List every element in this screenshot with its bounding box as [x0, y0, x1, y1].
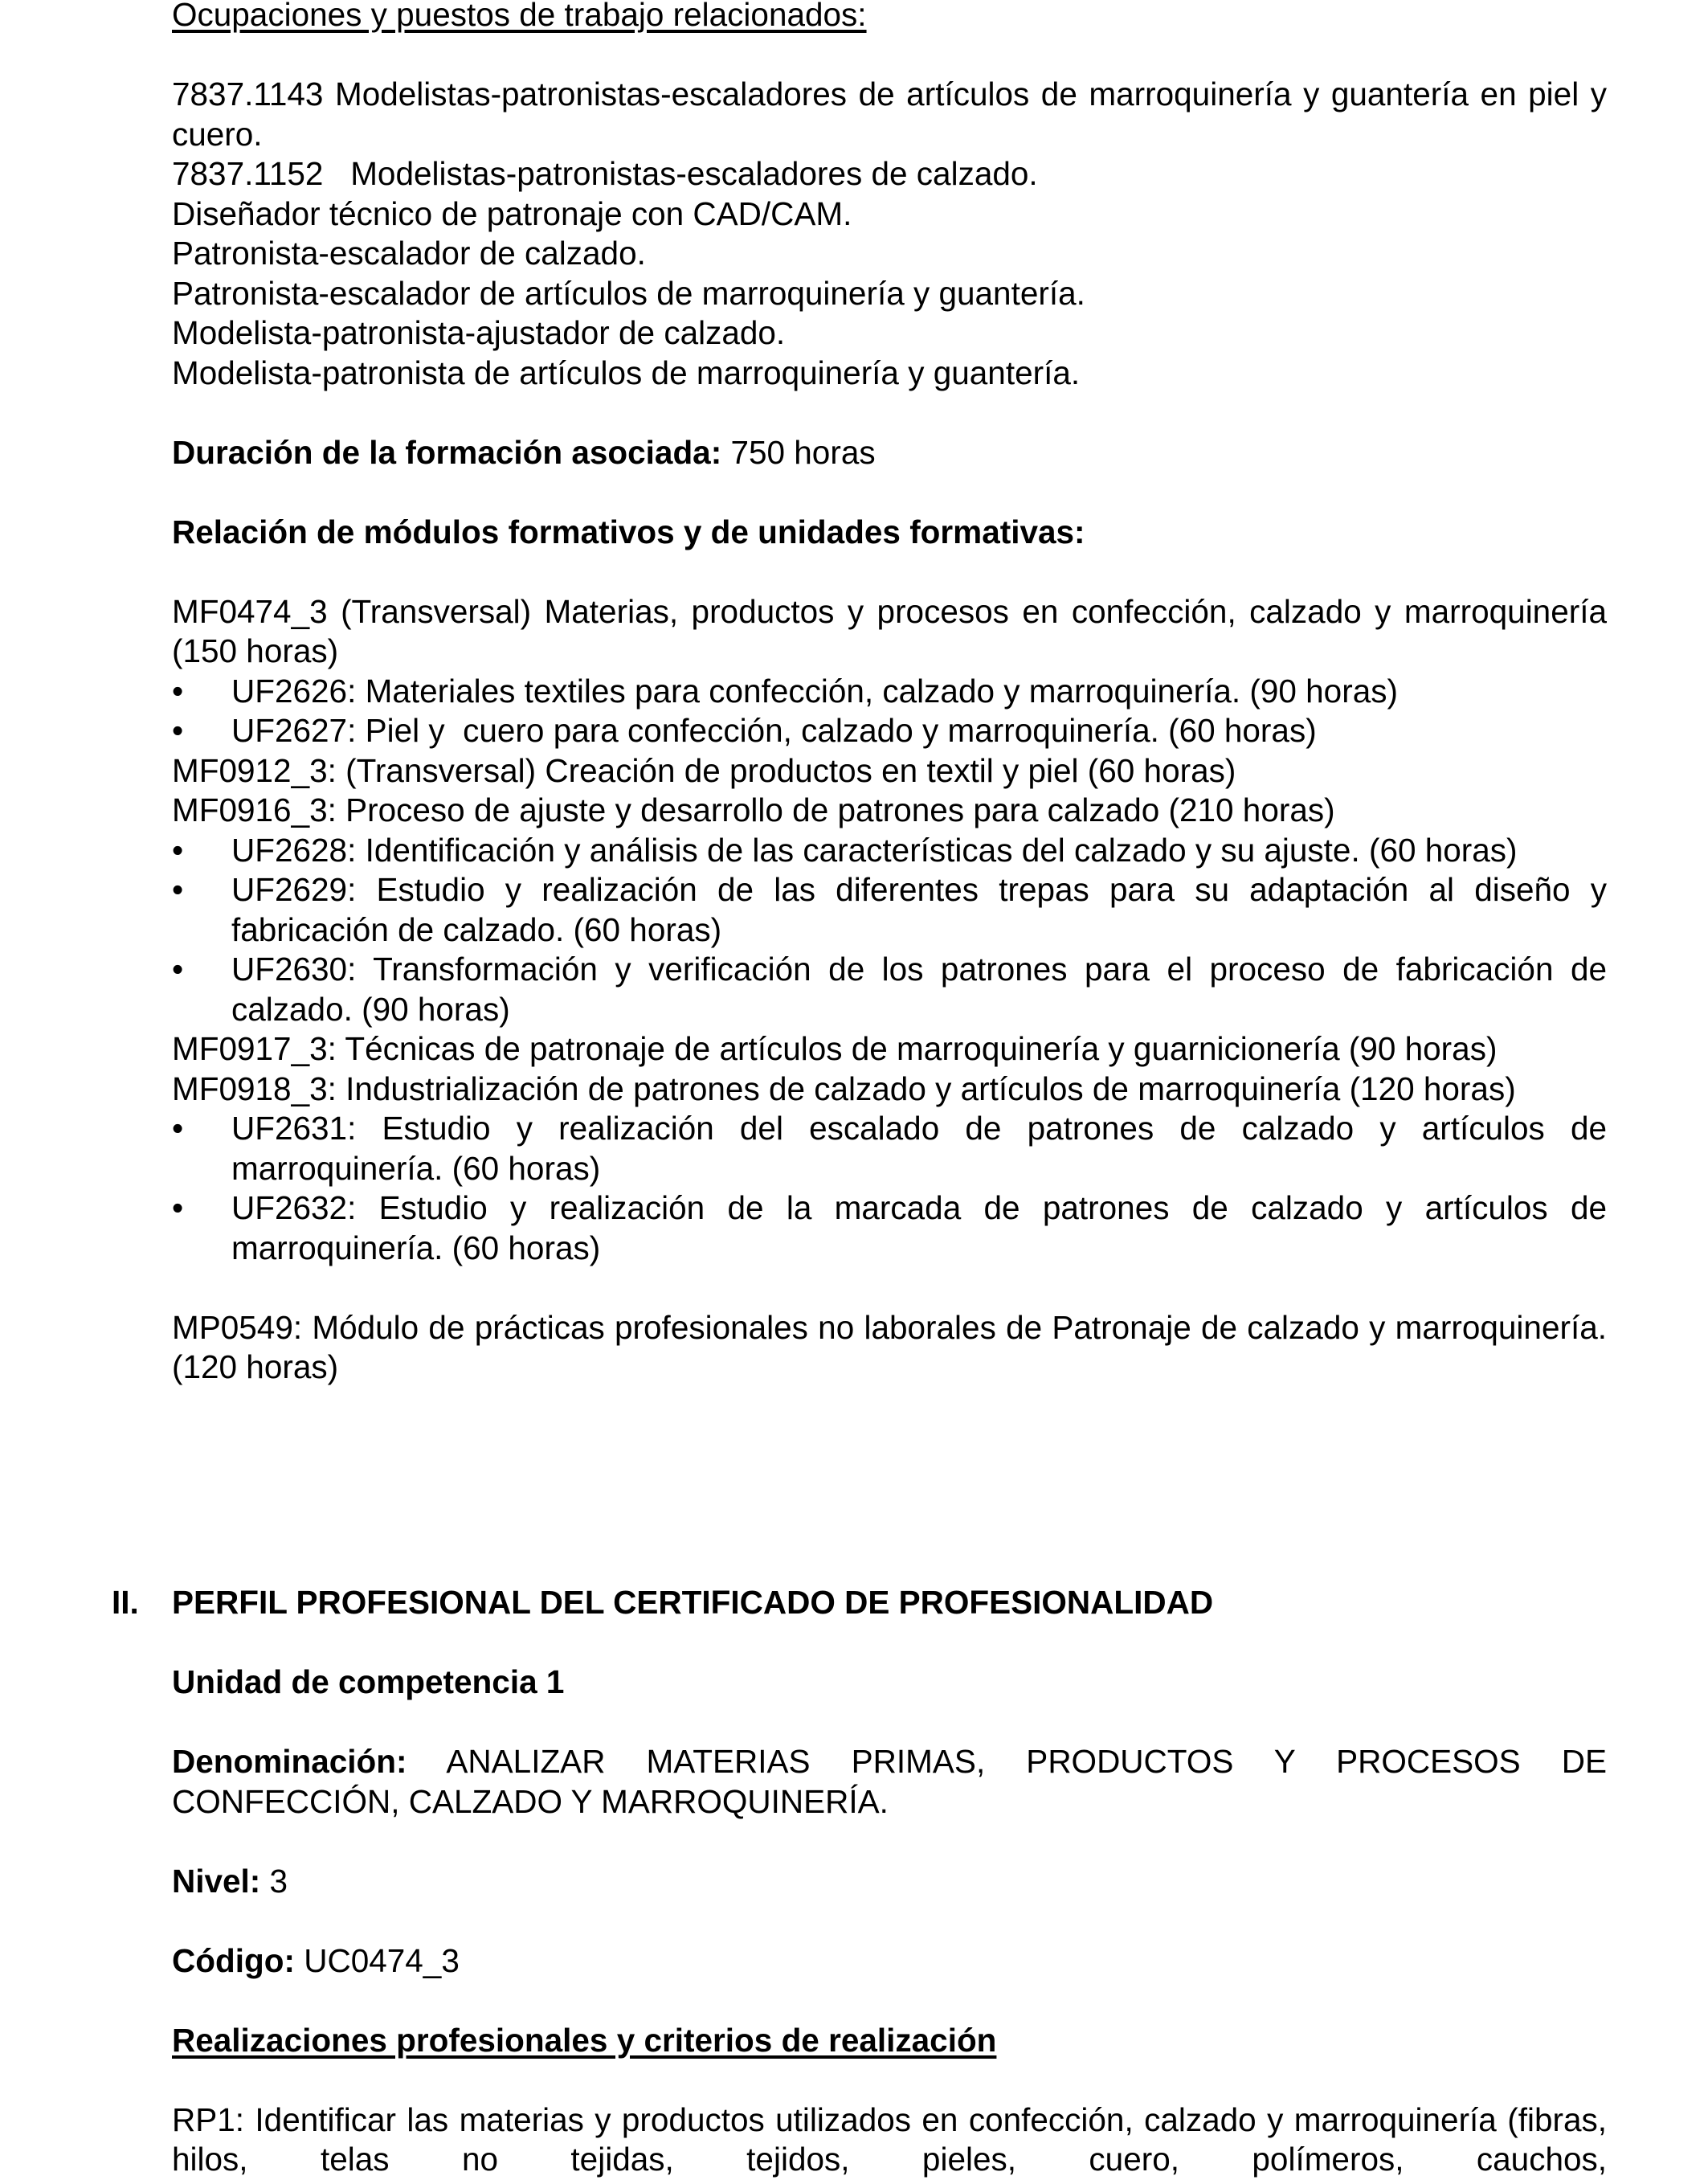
unidad-formativa-item	[172, 711, 1607, 751]
ocupacion-item: Patronista-escalador de calzado.	[172, 235, 646, 272]
uf2631-text: UF2631: Estudio y realización del escalado de patrones de calzado y artículos de marroquinería. (60 horas)	[231, 1110, 1607, 1187]
unidad-formativa-item	[172, 950, 1607, 1029]
ocupacion-item: Modelista-patronista-ajustador de calzado.	[172, 314, 786, 351]
uf2626-text: UF2626: Materiales textiles para confección, calzado y marroquinería. (90 horas)	[231, 672, 1398, 710]
section-number: II.	[112, 1584, 139, 1621]
ocupacion-item: Modelista-patronista de artículos de marroquinería y guantería.	[172, 354, 1081, 391]
modulo-mf0474: MF0474_3 (Transversal) Materias, productos y procesos en confección, calzado y marroquinería (150 horas)	[172, 592, 1607, 669]
ocupacion-item: Patronista-escalador de artículos de marroquinería y guantería.	[172, 274, 1085, 312]
denominacion-paragraph	[172, 1742, 1607, 1822]
ocupaciones-heading: Ocupaciones y puestos de trabajo relacionados:	[172, 0, 867, 33]
bullet-icon: •	[172, 831, 184, 869]
section-heading	[112, 1583, 1607, 1623]
ocupaciones-section	[172, 0, 1607, 1388]
relacion-heading: Relación de módulos formativos y de unidades formativas:	[172, 513, 1085, 550]
duracion-line	[172, 433, 1607, 473]
bullet-icon: •	[172, 1110, 184, 1147]
bullet-icon: •	[172, 672, 184, 710]
nivel-label: Nivel:	[172, 1862, 261, 1900]
ocupacion-item: 7837.1152 Modelistas-patronistas-escaladores de calzado.	[172, 155, 1038, 192]
rp1-paragraph: RP1: Identificar las materias y productos utilizados en confección, calzado y marroquinería (fibras, hilos, telas no tejidas, tejidos, pieles, cuero, polímeros, cauchos,	[172, 2100, 1607, 2178]
section-ii	[112, 1583, 1607, 2180]
bullet-icon: •	[172, 951, 184, 988]
unidad-formativa-item	[172, 870, 1607, 950]
section-title: PERFIL PROFESIONAL DEL CERTIFICADO DE PROFESIONALIDAD	[172, 1584, 1214, 1621]
uf2629-text: UF2629: Estudio y realización de las diferentes trepas para su adaptación al diseño y fabricación de calzado. (60 horas)	[231, 871, 1607, 948]
duracion-value: 750 horas	[721, 433, 876, 471]
uf2627-text: UF2627: Piel y cuero para confección, calzado y marroquinería. (60 horas)	[231, 712, 1317, 749]
unidad-formativa-item	[172, 672, 1607, 712]
bullet-icon: •	[172, 1189, 184, 1226]
modulo-mp0549: MP0549: Módulo de prácticas profesionales no laborales de Patronaje de calzado y marroquinería. (120 horas)	[172, 1308, 1607, 1385]
unidad-competencia-title: Unidad de competencia 1	[172, 1663, 565, 1700]
codigo-label: Código:	[172, 1941, 295, 1979]
denominacion-label: Denominación:	[172, 1743, 407, 1780]
unidad-formativa-item	[172, 1188, 1607, 1268]
realizaciones-heading: Realizaciones profesionales y criterios de realización	[172, 2021, 997, 2059]
unidad-formativa-item	[172, 831, 1607, 871]
ocupacion-item: Diseñador técnico de patronaje con CAD/CAM.	[172, 194, 852, 232]
uf2628-text: UF2628: Identificación y análisis de las características del calzado y su ajuste. (60 horas)	[231, 831, 1518, 869]
modulo-mf0918: MF0918_3: Industrialización de patrones de calzado y artículos de marroquinería (120 horas)	[172, 1070, 1516, 1107]
bullet-icon: •	[172, 871, 184, 908]
codigo-line	[172, 1941, 1607, 1982]
bullet-icon: •	[172, 712, 184, 749]
modulo-mf0916: MF0916_3: Proceso de ajuste y desarrollo de patrones para calzado (210 horas)	[172, 791, 1335, 828]
uf2630-text: UF2630: Transformación y verificación de los patrones para el proceso de fabricación de calzado. (90 horas)	[231, 951, 1607, 1028]
codigo-value: UC0474_3	[294, 1941, 460, 1979]
uf2632-text: UF2632: Estudio y realización de la marcada de patrones de calzado y artículos de marroquinería. (60 horas)	[231, 1189, 1607, 1266]
unidad-formativa-item	[172, 1109, 1607, 1188]
modulo-mf0912: MF0912_3: (Transversal) Creación de productos en textil y piel (60 horas)	[172, 751, 1236, 789]
nivel-line	[172, 1862, 1607, 1902]
denominacion-value: ANALIZAR MATERIAS PRIMAS, PRODUCTOS Y PROCESOS DE CONFECCIÓN, CALZADO Y MARROQUINERÍA.	[172, 1743, 1607, 1820]
ocupacion-item: 7837.1143 Modelistas-patronistas-escaladores de artículos de marroquinería y guantería en piel y cuero.	[172, 76, 1607, 153]
modulo-mf0917: MF0917_3: Técnicas de patronaje de artículos de marroquinería y guarnicionería (90 horas)	[172, 1030, 1498, 1067]
nivel-value: 3	[260, 1862, 288, 1900]
duracion-label: Duración de la formación asociada:	[172, 433, 722, 471]
